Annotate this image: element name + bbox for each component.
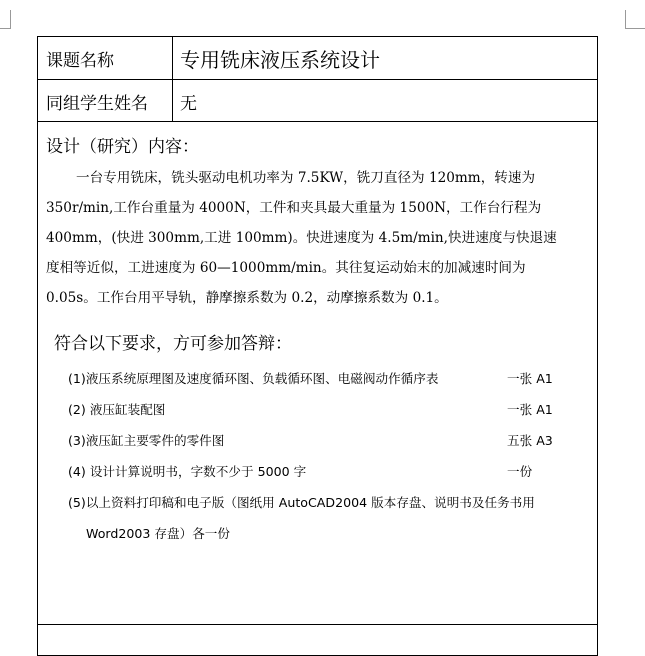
row-divider-2 — [38, 121, 597, 122]
requirement-item: (2) 液压缸装配图 — [68, 402, 166, 417]
crop-mark-right-v — [625, 10, 626, 29]
paragraph-line: 0.05s。工作台用平导轨，静摩擦系数为 0.2，动摩擦系数为 0.1。 — [46, 290, 448, 306]
requirement-item: (1)液压系统原理图及速度循环图、负载循环图、电磁阀动作循序表 — [68, 371, 439, 386]
requirement-qty: 五张 A3 — [507, 433, 553, 448]
requirement-qty: 一张 A1 — [507, 371, 553, 386]
column-divider — [172, 37, 173, 121]
table-bottom-line — [38, 624, 597, 625]
crop-mark-right-h — [625, 28, 645, 29]
content-paragraph — [46, 163, 591, 313]
requirement-qty: 一张 A1 — [507, 402, 553, 417]
crop-mark-left-h — [0, 28, 11, 29]
content-heading: 设计（研究）内容： — [46, 137, 199, 157]
paragraph-line: 度相等近似，工进速度为 60—1000mm/min。其往复运动始末的加减速时间为 — [46, 260, 526, 276]
requirement-item: (4) 设计计算说明书，字数不少于 5000 字 — [68, 464, 307, 479]
topic-label: 课题名称 — [46, 51, 114, 71]
topic-value: 专用铣床液压系统设计 — [180, 48, 380, 72]
requirement-item-continued: Word2003 存盘）各一份 — [86, 526, 230, 541]
requirement-item: (5)以上资料打印稿和电子版（图纸用 AutoCAD2004 版本存盘、说明书及任务书用 — [68, 495, 535, 510]
group-value: 无 — [180, 94, 197, 114]
group-label: 同组学生姓名 — [46, 94, 148, 114]
requirements-heading: 符合以下要求，方可参加答辩： — [54, 334, 292, 354]
paragraph-line: 400mm，(快进 300mm,工进 100mm)。快进速度为 4.5m/min,快进速度与快退速 — [46, 230, 557, 246]
paragraph-line: 350r/min,工作台重量为 4000N，工件和夹具最大重量为 1500N，工作台行程为 — [46, 200, 542, 216]
crop-mark-left-v — [10, 10, 11, 29]
task-table — [37, 36, 598, 656]
requirement-item: (3)液压缸主要零件的零件图 — [68, 433, 225, 448]
row-divider-1 — [38, 79, 597, 80]
paragraph-line: 一台专用铣床，铣头驱动电机功率为 7.5KW，铣刀直径为 120mm，转速为 — [76, 170, 536, 186]
requirement-qty: 一份 — [507, 464, 533, 479]
